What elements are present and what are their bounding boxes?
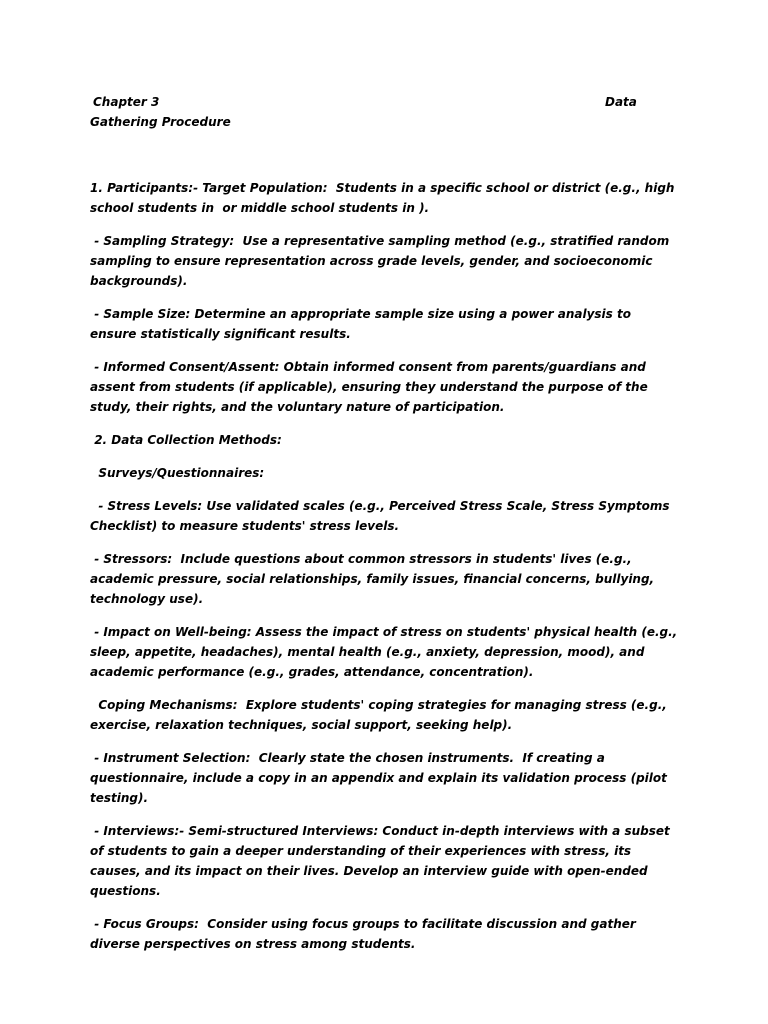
paragraph-sample-size: - Sample Size: Determine an appropriate sample size using a power analysis to ensure statistically significant results.	[90, 307, 636, 341]
paragraph-stressors: - Stressors: Include questions about common stressors in students' lives (e.g., academic pressure, social relationships, family issues, financial concerns, bullying, technology use).	[90, 552, 659, 606]
document-body	[90, 178, 680, 967]
paragraph-stress-levels: - Stress Levels: Use validated scales (e.g., Perceived Stress Scale, Stress Symptoms Checklist) to measure students' stress levels.	[90, 499, 674, 533]
chapter-subtitle: Gathering Procedure	[90, 115, 231, 129]
chapter-heading: Chapter 3	[93, 95, 160, 109]
paragraph-participants: 1. Participants:- Target Population: Students in a specific school or district (e.g., high school students in or middle school students in ).	[90, 181, 679, 215]
paragraph-focus-groups: - Focus Groups: Consider using focus groups to facilitate discussion and gather diverse perspectives on stress among students.	[90, 917, 641, 951]
paragraph-coping-mechanisms: Coping Mechanisms: Explore students' coping strategies for managing stress (e.g., exercise, relaxation techniques, social support, seeking help).	[90, 698, 671, 732]
paragraph-surveys: Surveys/Questionnaires:	[90, 466, 265, 480]
paragraph-informed-consent: - Informed Consent/Assent: Obtain informed consent from parents/guardians and assent from students (if applicable), ensuring they understand the purpose of the study, their rights, and the voluntary nature of participation.	[90, 360, 652, 414]
paragraph-impact-wellbeing: - Impact on Well-being: Assess the impact of stress on students' physical health (e.g., sleep, appetite, headaches), mental health (e.g., anxiety, depression, mood), and academic performance (e.g., grades, attendance, concentration).	[90, 625, 682, 679]
paragraph-sampling-strategy: - Sampling Strategy: Use a representative sampling method (e.g., stratified random sampling to ensure representation across grade levels, gender, and socioeconomic backgrounds).	[90, 234, 674, 288]
paragraph-instrument-selection: - Instrument Selection: Clearly state the chosen instruments. If creating a questionnaire, include a copy in an appendix and explain its validation process (pilot testing).	[90, 751, 672, 805]
chapter-heading-data-word: Data	[605, 95, 637, 109]
paragraph-interviews: - Interviews:- Semi-structured Interviews: Conduct in-depth interviews with a subset of students to gain a deeper understanding of their experiences with stress, its causes, and its impact on their lives. Develop an interview guide with open-ended questions.	[90, 824, 674, 898]
paragraph-data-collection-methods: 2. Data Collection Methods:	[90, 433, 282, 447]
